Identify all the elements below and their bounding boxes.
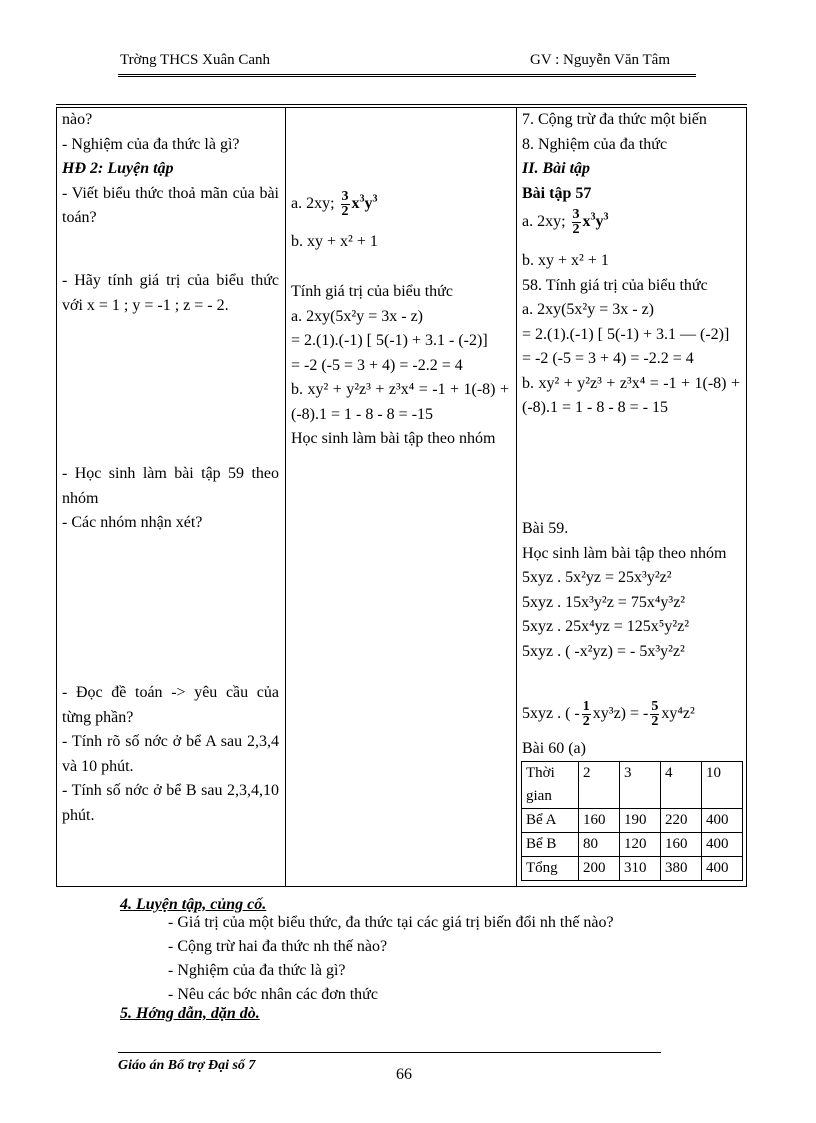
- fraction-num: 5: [651, 699, 659, 714]
- page-number: 66: [396, 1066, 412, 1083]
- header-rule-2: [118, 76, 696, 77]
- text-line: a. 2xy(5x²y = 3x - z): [522, 301, 655, 318]
- table-cell: Thời gian: [522, 762, 579, 809]
- section-4-questions: [168, 911, 728, 1007]
- section-heading: II. Bài tập: [522, 160, 591, 177]
- monomial: $x^3y^3$: [582, 211, 609, 231]
- fraction-den: 2: [651, 714, 659, 729]
- text-line: a. 2xy;: [522, 213, 566, 231]
- student-activity-column: [291, 280, 509, 452]
- text-line: = -2 (-5 = 3 + 4) = -2.2 = 4: [291, 356, 463, 374]
- teacher-name: GV : Nguyễn Văn Tâm: [530, 52, 670, 68]
- table-cell: 160: [661, 833, 702, 857]
- fraction-num: 1: [582, 699, 590, 714]
- table-cell: Tổng: [522, 857, 579, 881]
- text-line: - Tính số nớc ở bể B sau 2,3,4,10 phút.: [62, 782, 279, 824]
- monomial: $x^3y^3$: [351, 193, 378, 213]
- text-line: b. xy + x² + 1: [522, 252, 609, 269]
- text-line: - Hãy tính giá trị của biểu thức với x = 1 ; y = -1 ; z = - 2.: [62, 272, 279, 314]
- question: - Giá trị của một biểu thức, đa thức tại các giá trị biến đổi nh thế nào?: [168, 914, 614, 931]
- table-cell: 310: [620, 857, 661, 881]
- text-line: 8. Nghiệm của đa thức: [522, 135, 668, 153]
- text-line: Bài 60 (a): [522, 740, 586, 757]
- text-line: b. xy² + y²z³ + z³x⁴ = -1 + 1(-8) + (-8).1 = 1 - 8 - 8 = -15: [291, 381, 509, 423]
- text-part: 5xyz . ( -: [522, 705, 580, 723]
- text-line: = -2 (-5 = 3 + 4) = -2.2 = 4: [522, 350, 694, 367]
- text-line: - Nghiệm của đa thức là gì?: [62, 135, 240, 153]
- table-cell: 400: [702, 809, 743, 833]
- text-part: xy⁴z²: [661, 705, 695, 723]
- teacher-activity-block: [62, 681, 279, 828]
- content-column-cont: [522, 249, 740, 421]
- text-line: Học sinh làm bài tập theo nhóm: [291, 430, 496, 447]
- question: - Nghiệm của đa thức là gì?: [168, 962, 346, 979]
- exercise-heading: Bài tập 57: [522, 184, 592, 202]
- header-rule: [118, 74, 696, 75]
- exercise-57-a: [522, 208, 740, 237]
- table-cell: 200: [579, 857, 620, 881]
- table-cell: 380: [661, 857, 702, 881]
- activity-heading: HĐ 2: Luyện tập: [62, 160, 174, 177]
- question: - Cộng trừ hai đa thức nh thế nào?: [168, 938, 388, 955]
- table-cell: 2: [579, 762, 620, 809]
- table-cell: 4: [661, 762, 702, 809]
- table-cell: 400: [702, 857, 743, 881]
- text-line: Bài 59.: [522, 520, 569, 537]
- table-row: [522, 857, 743, 881]
- equation: 5xyz . 25x⁴yz = 125x⁵y²z²: [522, 618, 690, 635]
- fraction: [572, 208, 581, 237]
- table-cell: Bể A: [522, 809, 579, 833]
- text-line: - Các nhóm nhận xét?: [62, 514, 203, 531]
- text-line: - Viết biểu thức thoả mãn của bài toán?: [62, 184, 279, 226]
- teacher-activity-column: [62, 108, 279, 231]
- table-cell: 80: [579, 833, 620, 857]
- student-activity-answer-b: [291, 230, 509, 255]
- fraction: [582, 700, 591, 729]
- column-divider-2: [516, 107, 517, 887]
- content-column: [522, 108, 740, 206]
- table-row: [522, 809, 743, 833]
- fraction-num: 3: [341, 189, 349, 204]
- text-line: nào?: [62, 111, 93, 128]
- exercise-60-heading: [522, 737, 740, 762]
- table-cell: 160: [579, 809, 620, 833]
- text-line: a. 2xy;: [291, 195, 335, 213]
- table-cell: 120: [620, 833, 661, 857]
- fraction-den: 2: [341, 204, 349, 219]
- fraction-num: 3: [572, 207, 580, 222]
- text-line: - Tính rõ số nớc ở bể A sau 2,3,4 và 10 phút.: [62, 733, 279, 775]
- water-tank-table: [521, 761, 743, 881]
- footer-title: Giáo án Bổ trợ Đại số 7: [118, 1058, 256, 1073]
- fraction-den: 2: [572, 222, 580, 237]
- table-cell: Bể B: [522, 833, 579, 857]
- table-row: [522, 833, 743, 857]
- fraction: [650, 700, 659, 729]
- text-part: xy³z) = -: [592, 705, 649, 723]
- equation-fraction: [522, 700, 740, 729]
- equation: 5xyz . 5x²yz = 25x³y²z²: [522, 569, 672, 586]
- text-line: 7. Cộng trừ đa thức một biến: [522, 111, 707, 128]
- table-top-rule: [56, 104, 747, 105]
- text-line: = 2.(1).(-1) [ 5(-1) + 3.1 — (-2)]: [522, 325, 730, 343]
- equation: 5xyz . ( -x²yz) = - 5x³y²z²: [522, 642, 685, 660]
- fraction-den: 2: [582, 714, 590, 729]
- table-cell: 400: [702, 833, 743, 857]
- text-line: = 2.(1).(-1) [ 5(-1) + 3.1 - (-2)]: [291, 332, 488, 349]
- text-line: - Đọc đề toán -> yêu cầu của từng phần?: [62, 684, 279, 726]
- text-line: a. 2xy(5x²y = 3x - z): [291, 307, 424, 325]
- school-name: Trờng THCS Xuân Canh: [120, 52, 271, 68]
- text-line: b. xy + x² + 1: [291, 233, 378, 250]
- column-divider-1: [285, 107, 286, 887]
- table-row: [522, 762, 743, 809]
- text-line: - Học sinh làm bài tập 59 theo nhóm: [62, 465, 279, 507]
- exercise-59: [522, 517, 740, 664]
- text-line: 58. Tính giá trị của biểu thức: [522, 276, 708, 294]
- section-title-text: 4. Luyện tập, củng cố.: [120, 896, 267, 913]
- equation: 5xyz . 15x³y²z = 75x⁴y³z²: [522, 593, 686, 611]
- teacher-activity-block: [62, 462, 279, 536]
- section-title-text: 5. Hớng dẫn, dặn dò.: [120, 1005, 260, 1022]
- teacher-activity-block: [62, 269, 279, 318]
- text-line: b. xy² + y²z³ + z³x⁴ = -1 + 1(-8) + (-8).1 = 1 - 8 - 8 = - 15: [522, 374, 740, 416]
- fraction: [341, 190, 350, 219]
- table-cell: 10: [702, 762, 743, 809]
- question: - Nêu các bớc nhân các đơn thức: [168, 986, 378, 1003]
- table-cell: 190: [620, 809, 661, 833]
- text-line: Học sinh làm bài tập theo nhóm: [522, 544, 727, 562]
- text-line: Tính giá trị của biểu thức: [291, 283, 453, 300]
- footer-rule: [118, 1052, 661, 1053]
- table-cell: 220: [661, 809, 702, 833]
- student-activity-answer-a: [291, 190, 509, 219]
- section-5-title: [120, 1002, 260, 1026]
- table-cell: 3: [620, 762, 661, 809]
